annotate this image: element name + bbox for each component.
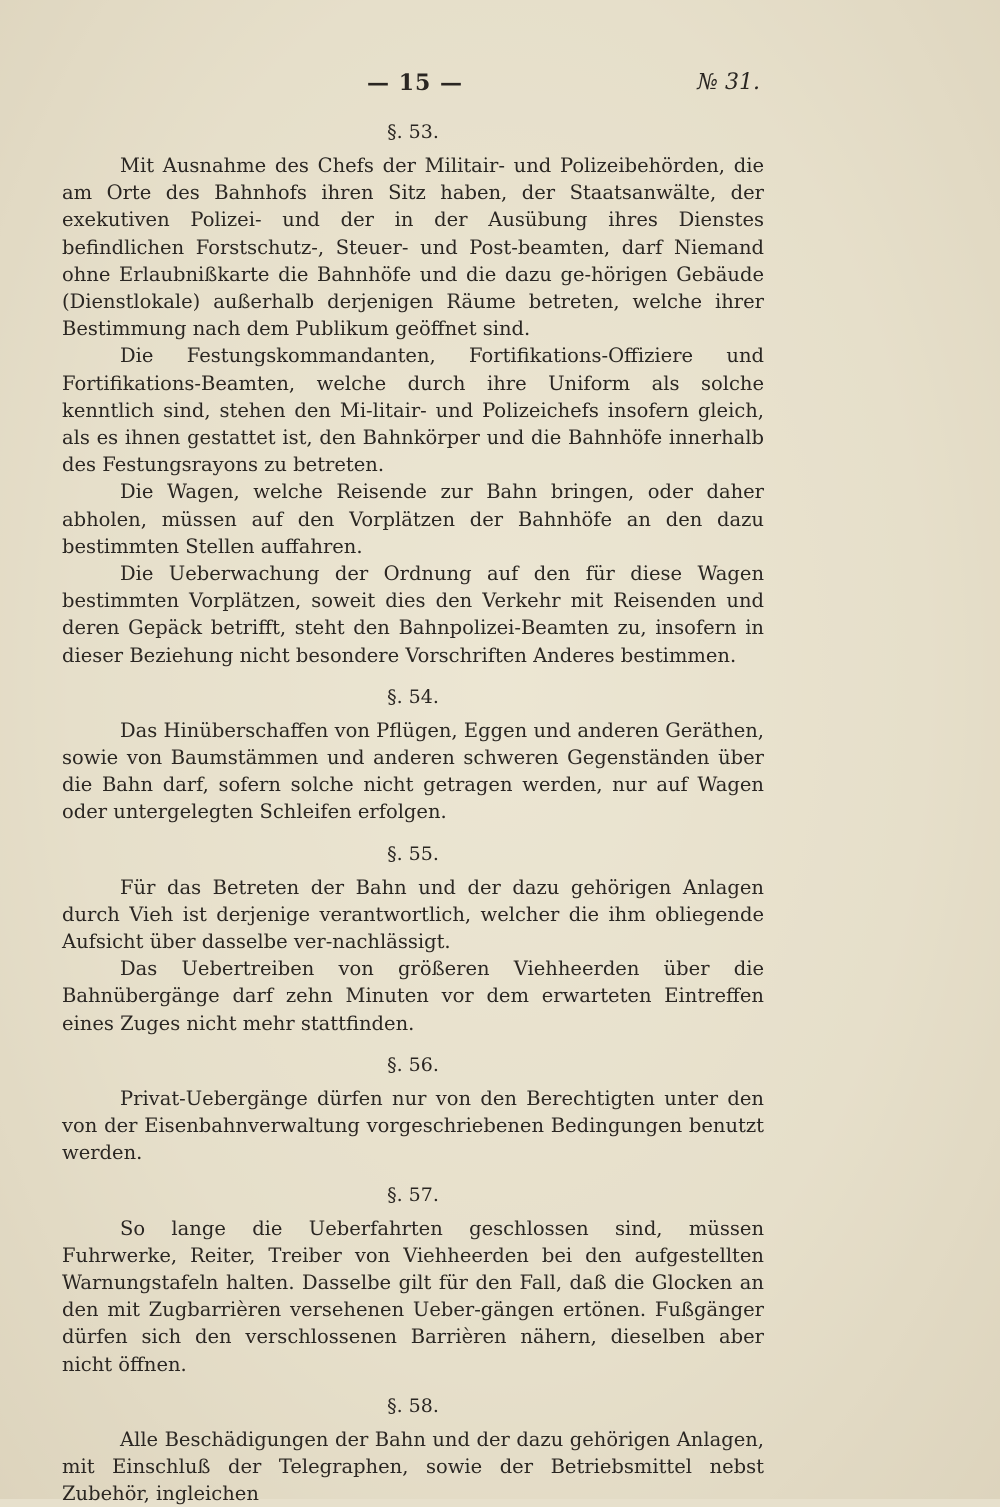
section-55	[62, 840, 764, 1037]
section-heading: §. 56.	[387, 1053, 439, 1076]
section-54	[62, 683, 764, 826]
document-body	[62, 118, 764, 1507]
section-heading: §. 55.	[387, 842, 439, 865]
page-number: — 15 —	[367, 70, 463, 96]
section-heading: §. 57.	[387, 1183, 439, 1206]
paragraph: Das Uebertreiben von größeren Viehheerden über die Bahnübergänge darf zehn Minuten vor dem erwarteten Eintreffen eines Zuges nicht mehr stattfinden.	[62, 957, 764, 1035]
paragraph: Die Wagen, welche Reisende zur Bahn bringen, oder daher abholen, müssen auf den Vorplätzen der Bahnhöfe an den dazu bestimmten Stellen auffahren.	[62, 480, 764, 558]
paragraph: So lange die Ueberfahrten geschlossen sind, müssen Fuhrwerke, Reiter, Treiber von Viehheerden bei den aufgestellten Warnungstafeln halten. Dasselbe gilt für den Fall, daß die Glocken an den mit Zugbarrièren versehenen Ueber-gängen ertönen. Fußgänger dürfen sich den verschlossenen Barrièren nähern, dieselben aber nicht öffnen.	[62, 1216, 764, 1376]
paragraph: Die Ueberwachung der Ordnung auf den für diese Wagen bestimmten Vorplätzen, soweit dies den Verkehr mit Reisenden und deren Gepäck betrifft, steht den Bahnpolizei-Beamten zu, insofern in dieser Beziehung nicht besondere Vorschriften Anderes bestimmen.	[62, 562, 764, 667]
paragraph: Mit Ausnahme des Chefs der Militair- und Polizeibehörden, die am Orte des Bahnhofs ihren Sitz haben, der Staatsanwälte, der exekutiven Polizei- und der in der Ausübung ihres Dienstes befindlichen Forstschutz-, Steuer- und Post-beamten, darf Niemand ohne Erlaubnißkarte die Bahnhöfe und die dazu ge-hörigen Gebäude (Dienstlokale) außerhalb derjenigen Räume betreten, welche ihrer Bestimmung nach dem Publikum geöffnet sind.	[62, 154, 764, 341]
paragraph: Für das Betreten der Bahn und der dazu gehörigen Anlagen durch Vieh ist derjenige verantwortlich, welcher die ihm obliegende Aufsicht über dasselbe ver-nachlässigt.	[62, 875, 764, 954]
page-header	[0, 70, 1000, 110]
issue-number: № 31.	[697, 70, 760, 95]
section-heading: §. 58.	[387, 1394, 439, 1417]
paragraph: Die Festungskommandanten, Fortifikations-Offiziere und Fortifikations-Beamten, welche durch ihre Uniform als solche kenntlich sind, stehen den Mi-litair- und Polizeichefs insofern gleich, als es ihnen gestattet ist, den Bahnkörper und die Bahnhöfe innerhalb des Festungsrayons zu betreten.	[62, 344, 764, 477]
paragraph: Das Hinüberschaffen von Pflügen, Eggen und anderen Geräthen, sowie von Baumstämmen und anderen schweren Gegenständen über die Bahn darf, sofern solche nicht getragen werden, nur auf Wagen oder untergelegten Schleifen erfolgen.	[62, 718, 764, 824]
section-heading: §. 54.	[387, 685, 439, 708]
section-57	[62, 1181, 764, 1378]
paragraph: Alle Beschädigungen der Bahn und der dazu gehörigen Anlagen, mit Einschluß der Telegraphen, sowie der Betriebsmittel nebst Zubehör, ingleichen	[62, 1427, 764, 1506]
section-heading: §. 53.	[387, 121, 439, 143]
paragraph: Privat-Uebergänge dürfen nur von den Berechtigten unter den von der Eisenbahnverwaltung vorgeschriebenen Bedingungen benutzt werden.	[62, 1086, 764, 1165]
section-56	[62, 1051, 764, 1167]
section-58	[62, 1392, 764, 1507]
section-53	[62, 118, 764, 669]
